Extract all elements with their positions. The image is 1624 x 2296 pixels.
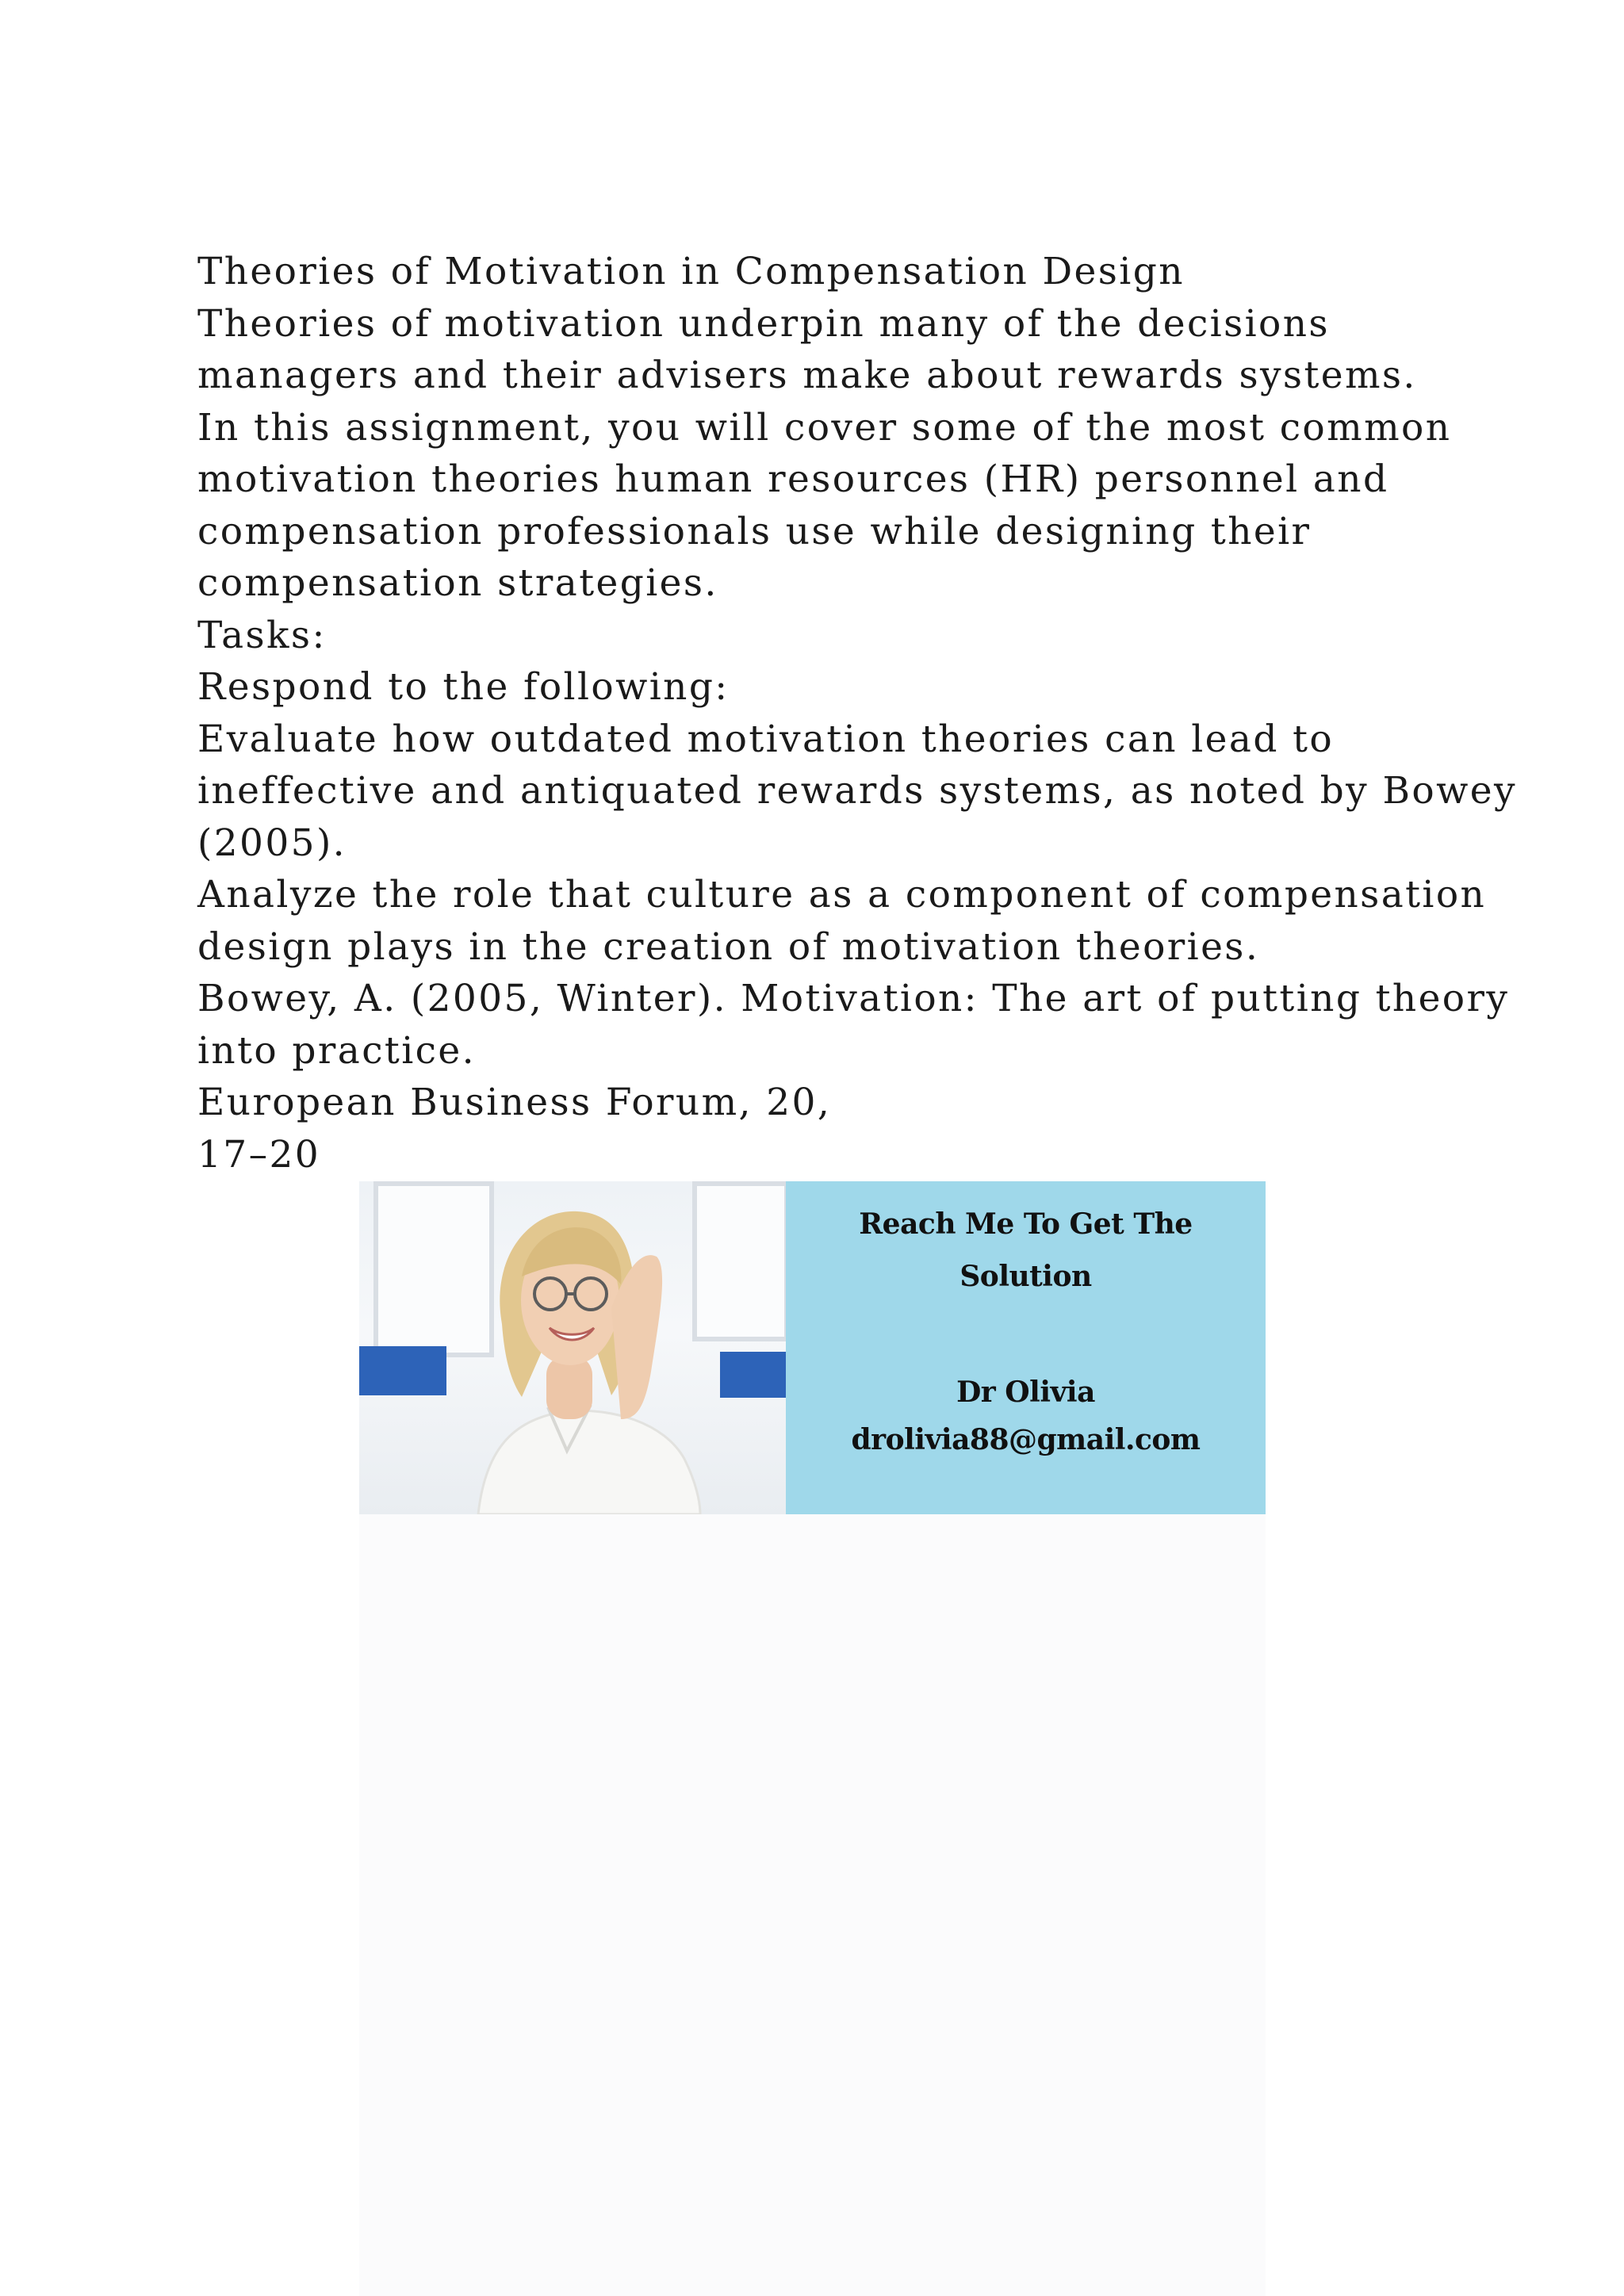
text-line: Theories of motivation underpin many of the decisions — [197, 301, 1330, 346]
text-line: In this assignment, you will cover some of the most common — [197, 405, 1452, 450]
text-line: ineffective and antiquated rewards systems, as noted by Bowey — [197, 769, 1517, 813]
text-line: compensation strategies. — [197, 561, 718, 605]
page-shade — [359, 1514, 1266, 2296]
document-body — [197, 246, 1517, 1181]
text-line: Respond to the following: — [197, 665, 730, 709]
text-line: Evaluate how outdated motivation theories can lead to — [197, 717, 1335, 761]
document-title: Theories of Motivation in Compensation Design — [197, 250, 1185, 293]
text-line: (2005). — [197, 821, 347, 865]
reference-line: into practice. — [197, 1028, 476, 1073]
tasks-heading: Tasks: — [197, 613, 327, 657]
ad-headline: Reach Me To Get The — [859, 1207, 1193, 1241]
reference-line: European Business Forum, 20, — [197, 1081, 832, 1124]
reference-line: Bowey, A. (2005, Winter). Motivation: The art of putting theory — [197, 977, 1510, 1020]
text-line: managers and their advisers make about rewards systems. — [197, 354, 1417, 397]
reference-line: 17–20 — [197, 1132, 321, 1177]
text-line: Analyze the role that culture as a component of compensation — [197, 873, 1487, 916]
woman-illustration — [359, 1181, 786, 1514]
contact-ad-banner[interactable] — [359, 1181, 1266, 1514]
contact-email[interactable]: drolivia88@gmail.com — [851, 1423, 1201, 1456]
text-line: design plays in the creation of motivation theories. — [197, 924, 1260, 969]
text-line: motivation theories human resources (HR) personnel and — [197, 457, 1389, 501]
contact-name: Dr Olivia — [956, 1376, 1095, 1409]
ad-headline-2: Solution — [959, 1260, 1092, 1293]
contact-panel — [786, 1181, 1266, 1514]
woman-photo — [359, 1181, 786, 1514]
text-line: compensation professionals use while designing their — [197, 509, 1312, 553]
